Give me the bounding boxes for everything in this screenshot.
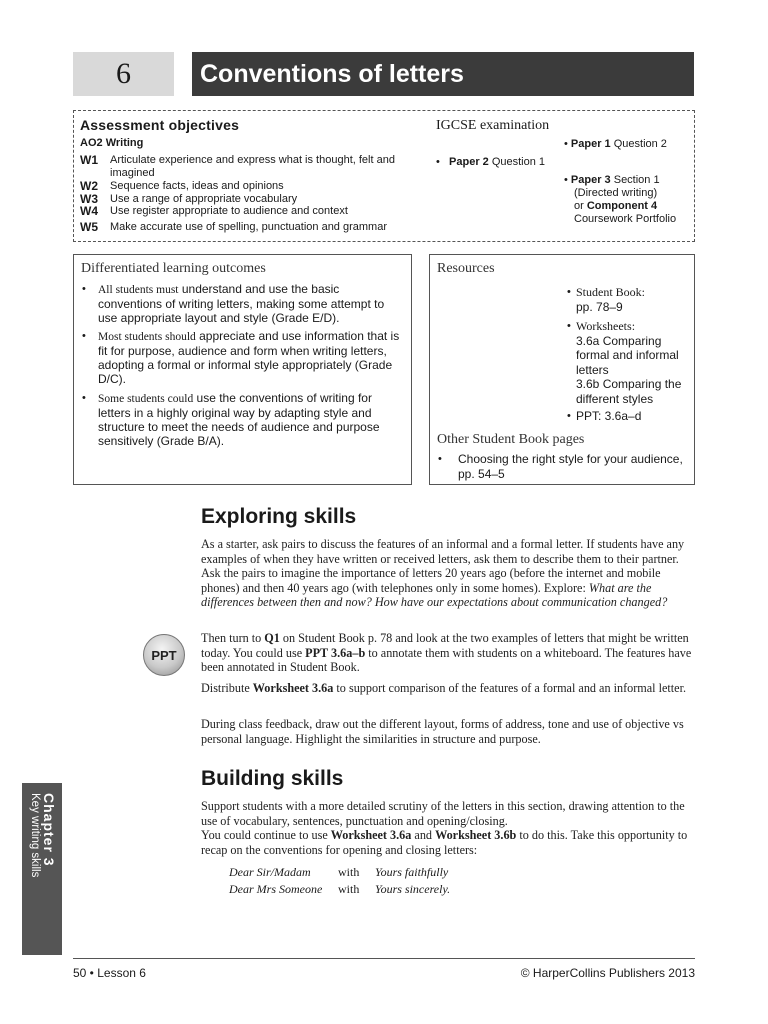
paper3-label: Paper 3 xyxy=(570,174,611,186)
assessment-heading: Assessment objectives xyxy=(80,117,240,133)
bullet-icon: • xyxy=(564,138,571,150)
outcome-lead: Most students should xyxy=(98,331,196,343)
other-pages-heading: Other Student Book pages xyxy=(437,432,585,447)
objective-text: Articulate experience and express what is thought, felt and imagined xyxy=(110,154,395,179)
bullet-icon: • xyxy=(567,320,571,332)
bullet-icon: • xyxy=(564,174,571,186)
para-text: on Student Book p. 78 and look at the two examples of letters that might be written today. You could use xyxy=(201,631,689,660)
resources-heading: Resources xyxy=(437,261,495,276)
para-bold: Worksheet 3.6a xyxy=(252,681,334,695)
bullet-icon: • xyxy=(438,453,442,465)
paper2-item xyxy=(436,156,545,169)
paper3-detail: Section 1 xyxy=(610,174,660,186)
exploring-paragraph xyxy=(201,681,697,696)
resource-detail: pp. 78–9 xyxy=(576,299,623,314)
para-text: to do this. Take this opportunity to recap on the conventions for opening and closing letters: xyxy=(201,828,688,857)
objective-row xyxy=(80,154,420,180)
paper1-item xyxy=(564,138,667,151)
outcome-item xyxy=(82,329,400,386)
exploring-paragraph xyxy=(201,631,697,675)
resource-item xyxy=(567,409,687,424)
objective-text: Use a range of appropriate vocabulary xyxy=(110,193,298,205)
outcome-lead: Some students could xyxy=(98,393,194,405)
objective-text: Make accurate use of spelling, punctuation and grammar xyxy=(110,221,387,233)
chapter-label: Chapter 3 xyxy=(41,793,57,867)
bullet-icon: • xyxy=(567,286,571,298)
para-text: to annotate them with students on a whiteboard. The features have been annotated in Student Book. xyxy=(201,645,692,675)
para-text: As a starter, ask pairs to discuss the features of an informal and a formal letter. If students have any examples of when they have written or received letters, ask them to describe them to their partner. Ask the pairs to imagine the importance of letters 20 years ago (before the internet and mobile phones) and then 40 years ago (with telephones only in some homes). Explore: xyxy=(201,537,685,595)
component-label: Component 4 xyxy=(586,200,658,212)
outcome-text: understand and use the basic conventions of writing letters, making some attempt to use appropriate layout and style (Grade E/D). xyxy=(98,282,385,325)
outcome-text: use the conventions of writing for letters in a highly original way by adapting style and structure to meet the needs of audience and purpose sensitively (Grade B/A). xyxy=(98,391,380,448)
footer-page-info: 50 • Lesson 6 xyxy=(73,966,146,980)
assessment-objectives-box xyxy=(73,110,695,242)
ppt-icon xyxy=(143,634,185,676)
objective-code: W5 xyxy=(80,220,98,234)
resource-label: Worksheets: xyxy=(576,319,636,333)
objective-code: W2 xyxy=(80,179,98,193)
bullet-icon: • xyxy=(436,156,450,168)
resource-item xyxy=(567,319,692,406)
page-title-bar xyxy=(192,52,694,96)
resource-detail: Choosing the right style for your audience, pp. 54–5 xyxy=(458,452,683,481)
outcomes-heading: Differentiated learning outcomes xyxy=(81,261,266,276)
exploring-paragraph xyxy=(201,537,697,610)
paper2-detail: Question 1 xyxy=(488,156,546,168)
objective-code: W4 xyxy=(80,204,98,218)
objective-code: W1 xyxy=(80,153,98,167)
para-bold: Q1 xyxy=(264,631,280,645)
exploring-paragraph: During class feedback, draw out the different layout, forms of address, tone and use of objective vs personal language. Highlight the similarities in structure and purpose. xyxy=(201,717,684,746)
bullet-icon: • xyxy=(567,410,571,422)
para-italic: What are the differences between then and now? How have our expectations about communication changed? xyxy=(201,580,668,610)
para-text: Distribute xyxy=(201,681,253,695)
exploring-heading: Exploring skills xyxy=(201,505,357,528)
paper1-label: Paper 1 xyxy=(570,138,611,150)
igcse-heading: IGCSE examination xyxy=(436,118,550,133)
paper2-label: Paper 2 xyxy=(449,156,489,168)
lesson-number-box xyxy=(73,52,174,96)
para-text: You could continue to use xyxy=(201,828,331,842)
convention-with: with xyxy=(338,882,360,896)
resource-detail: 3.6b Comparing the different styles xyxy=(576,377,682,406)
para-text: Then turn to xyxy=(201,631,265,645)
outcome-text: appreciate and use information that is fit for purpose, audience and form when writing letters, adopting a formal or informal style appropriately (Grade D/C). xyxy=(98,329,400,386)
outcome-item xyxy=(82,282,400,325)
objective-code: W3 xyxy=(80,192,98,206)
resource-item xyxy=(567,285,687,314)
ao-label: AO2 xyxy=(80,137,103,149)
building-paragraph xyxy=(201,828,697,857)
bullet-icon: • xyxy=(82,392,86,404)
page-title: Conventions of letters xyxy=(200,59,464,88)
building-heading: Building skills xyxy=(201,767,344,790)
bullet-icon: • xyxy=(82,283,86,295)
objective-row xyxy=(80,180,420,193)
paper1-detail: Question 2 xyxy=(610,138,667,150)
resource-detail: 3.6a Comparing formal and informal letters xyxy=(576,333,679,377)
learning-outcomes-box xyxy=(73,254,412,485)
objective-row xyxy=(80,221,420,234)
ao-name: Writing xyxy=(105,137,144,149)
footer-copyright: © HarperCollins Publishers 2013 xyxy=(520,966,695,980)
para-text: and xyxy=(411,828,436,842)
building-paragraph: Support students with a more detailed scrutiny of the letters in this section, drawing attention to the use of vocabulary, sentences, punctuation and opening/closing. xyxy=(201,799,685,828)
ao-label-line xyxy=(80,137,143,149)
paper3-subtitle: (Directed writing) xyxy=(574,187,658,199)
objective-row xyxy=(80,205,420,218)
resources-box xyxy=(429,254,695,485)
chapter-subtitle: Key writing skills xyxy=(29,793,41,878)
resource-item xyxy=(438,452,688,481)
convention-opening: Dear Mrs Someone xyxy=(229,882,323,896)
bullet-icon: • xyxy=(82,330,86,342)
outcome-item xyxy=(82,391,400,448)
resource-label: Student Book: xyxy=(576,285,646,299)
objective-text: Sequence facts, ideas and opinions xyxy=(110,180,284,192)
resource-detail: PPT: 3.6a–d xyxy=(576,409,642,423)
paper3-or: or xyxy=(574,200,587,212)
paper3-item xyxy=(564,174,689,226)
para-text: to support comparison of the features of a formal and an informal letter. xyxy=(333,681,687,695)
objective-text: Use register appropriate to audience and context xyxy=(110,205,348,217)
footer-divider xyxy=(73,958,695,959)
chapter-tab-text xyxy=(22,783,62,955)
convention-opening: Dear Sir/Madam xyxy=(229,865,311,879)
lesson-number: 6 xyxy=(116,57,131,90)
component-detail: Coursework Portfolio xyxy=(574,213,677,225)
convention-closing: Yours faithfully xyxy=(375,865,449,879)
chapter-side-tab xyxy=(22,783,62,955)
outcome-lead: All students must xyxy=(98,284,179,296)
para-bold: Worksheet 3.6a xyxy=(330,828,412,842)
convention-closing: Yours sincerely. xyxy=(375,882,451,896)
ppt-icon-label: PPT xyxy=(151,647,177,663)
para-bold: Worksheet 3.6b xyxy=(435,828,517,842)
para-bold: PPT 3.6a–b xyxy=(305,645,366,660)
convention-with: with xyxy=(338,865,360,879)
